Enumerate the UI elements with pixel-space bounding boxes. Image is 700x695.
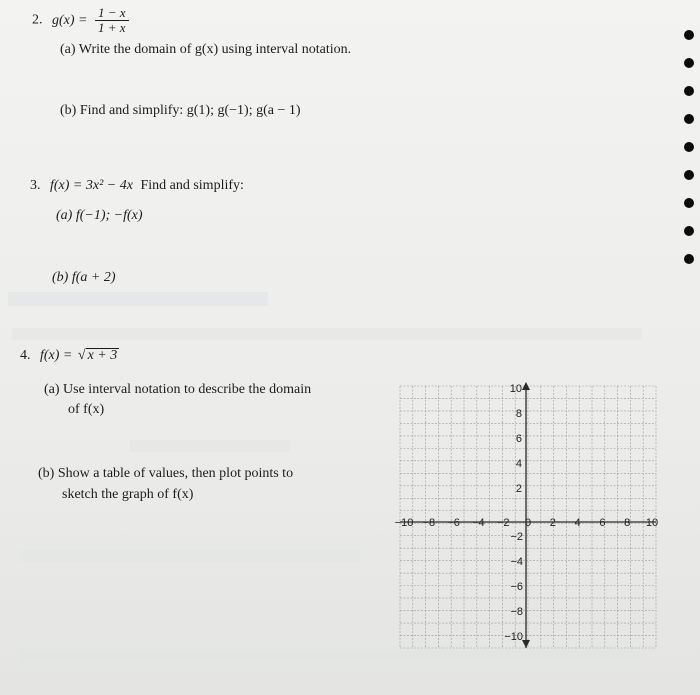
binder-hole-icon <box>684 142 694 152</box>
y-tick-label: 2 <box>515 483 522 495</box>
binder-hole-icon <box>684 114 694 124</box>
x-tick-label: 10 <box>645 517 659 529</box>
x-tick-label: 0 <box>524 517 532 529</box>
y-tick-label: 4 <box>515 458 522 470</box>
binder-hole-icon <box>684 198 694 208</box>
fraction-numerator: 1 − x <box>95 6 129 21</box>
coordinate-grid <box>394 380 664 650</box>
y-tick-label: 10 <box>509 383 522 395</box>
bleed-through-text <box>130 440 290 452</box>
bleed-through-text <box>8 292 268 306</box>
binder-hole-icon <box>684 170 694 180</box>
problem-4-part-a-line-2: of f(x) <box>68 402 105 417</box>
problem-4-part-b-line-1: (b) Show a table of values, then plot points to <box>38 466 294 481</box>
binder-hole-icon <box>684 254 694 264</box>
problem-2-number: 2. <box>32 12 43 28</box>
problem-4-function-lhs: f(x) = <box>40 348 73 363</box>
y-tick-label: −6 <box>510 581 523 593</box>
fraction-denominator: 1 + x <box>98 20 126 35</box>
binder-hole-icon <box>684 30 694 40</box>
problem-4-radicand: x + 3 <box>87 348 118 363</box>
bleed-through-text <box>12 328 642 340</box>
binder-hole-icon <box>684 226 694 236</box>
problem-3-part-a: (a) f(−1); −f(x) <box>56 208 143 223</box>
sqrt-icon: √ <box>77 348 86 363</box>
problem-4-part-b-line-2: sketch the graph of f(x) <box>62 487 194 502</box>
x-tick-label: 6 <box>599 517 606 529</box>
x-tick-label: −6 <box>447 517 460 529</box>
problem-3-header <box>30 178 244 194</box>
x-tick-label: 8 <box>624 517 631 529</box>
binder-hole-icon <box>684 86 694 96</box>
binder-holes <box>684 30 698 282</box>
x-tick-label: −2 <box>496 517 510 529</box>
problem-3-function: f(x) = 3x² − 4x <box>50 178 133 193</box>
problem-3-number: 3. <box>30 178 41 193</box>
problem-3-instruction: Find and simplify: <box>140 178 244 193</box>
bleed-through-text <box>20 650 640 662</box>
problem-4-part-a-line-1: (a) Use interval notation to describe the domain <box>44 382 312 397</box>
y-tick-label: −10 <box>504 631 523 643</box>
problem-3-part-b: (b) f(a + 2) <box>52 270 116 285</box>
x-tick-label: −10 <box>394 517 414 529</box>
y-tick-label: 6 <box>515 433 522 445</box>
y-axis-arrow-down-icon <box>522 640 530 648</box>
y-tick-label: 8 <box>515 408 522 420</box>
bleed-through-text <box>20 550 360 562</box>
y-tick-label: −4 <box>510 556 523 568</box>
problem-2-fraction <box>95 6 129 35</box>
y-tick-label: −2 <box>510 531 523 543</box>
x-tick-label: −8 <box>422 517 436 529</box>
problem-2-function-lhs: g(x) = <box>52 12 88 28</box>
x-tick-label: 4 <box>574 517 581 529</box>
x-tick-label: 2 <box>549 517 556 529</box>
problem-2-part-a: (a) Write the domain of g(x) using interval notation. <box>60 42 352 57</box>
problem-4-header <box>20 348 119 364</box>
problem-2-part-b: (b) Find and simplify: g(1); g(−1); g(a − 1) <box>60 103 301 118</box>
y-tick-label: −8 <box>510 606 523 618</box>
binder-hole-icon <box>684 58 694 68</box>
problem-2-header <box>32 6 129 35</box>
problem-4-number: 4. <box>20 348 31 363</box>
x-tick-label: −4 <box>472 517 485 529</box>
